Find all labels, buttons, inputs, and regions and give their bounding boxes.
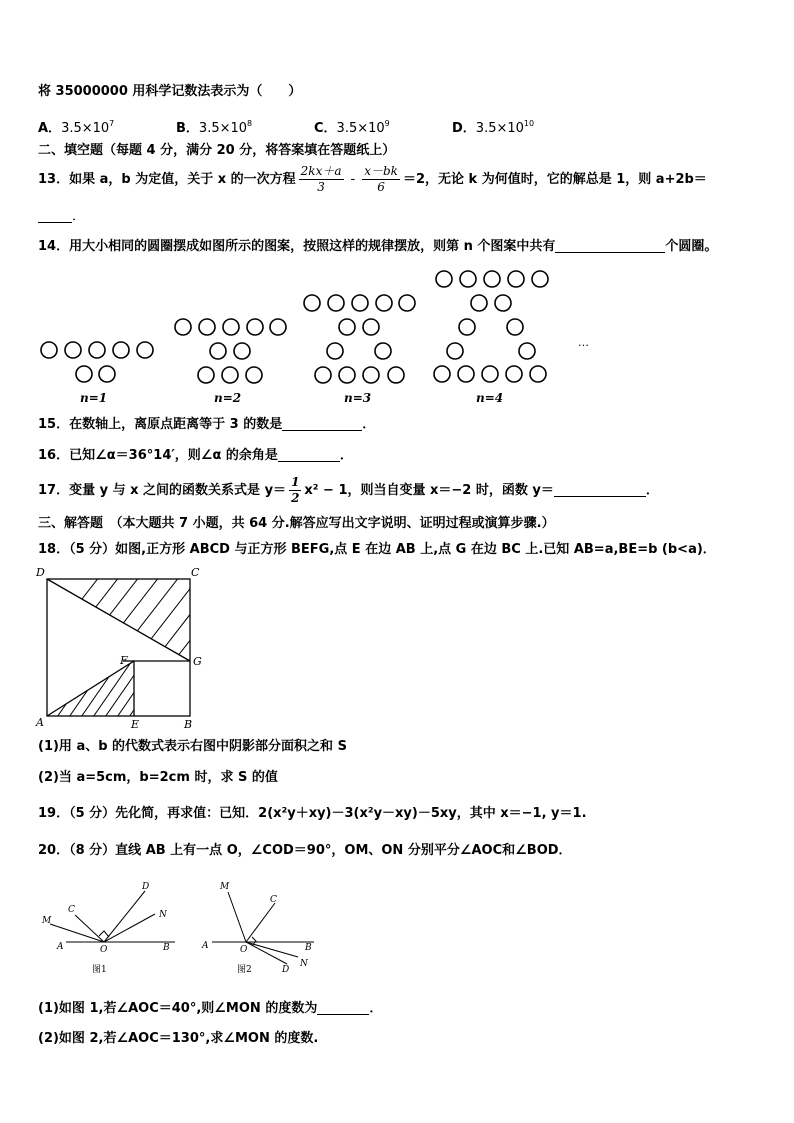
- fig1-label-O: O: [100, 945, 108, 955]
- circle: [376, 295, 392, 311]
- circle: [339, 319, 355, 335]
- q18-part1: (1)用 a、b 的代数式表示右图中阴影部分面积之和 S: [38, 739, 347, 754]
- circle: [460, 271, 476, 287]
- circle: [436, 271, 452, 287]
- q20-figure-2: [196, 872, 326, 976]
- fig1-label-M: M: [42, 916, 52, 926]
- fig2-label-N: N: [300, 959, 308, 969]
- circle: [506, 366, 522, 382]
- fig1-label-D: D: [142, 882, 150, 892]
- label-C: C: [191, 566, 200, 579]
- fig2-label-B: B: [305, 943, 312, 953]
- circle: [363, 319, 379, 335]
- fig2-label-A: A: [202, 941, 209, 951]
- q20-part1: (1)如图 1,若∠AOC＝40°,则∠MON 的度数为 ．: [38, 1001, 383, 1016]
- fig2-label-O: O: [240, 945, 248, 955]
- q13-fraction-1: $\frac{2kx+a}{3}$: [300, 164, 342, 194]
- q13-answer-line: ．: [38, 208, 85, 226]
- q14-blank: [555, 238, 665, 253]
- fig2-label-M: M: [220, 882, 230, 892]
- label-A: A: [36, 716, 44, 729]
- q16-text: 16．已知∠α＝36°14′，则∠α 的余角是 ．: [38, 448, 353, 463]
- fig1-label-C: C: [68, 905, 75, 915]
- q17-text: 17．变量 y 与 x 之间的函数关系式是 y＝ $\frac{1}{2}$ x² − 1，则当自变量 x＝−2 时，函数 y＝ ．: [38, 475, 659, 505]
- circle: [519, 343, 535, 359]
- circle: [304, 295, 320, 311]
- circle: [315, 367, 331, 383]
- section-2-heading: 二、填空题（每题 4 分，满分 20 分，将答案填在答题纸上）: [38, 143, 396, 158]
- label-G: G: [193, 655, 202, 668]
- circle: [482, 366, 498, 382]
- circle: [327, 343, 343, 359]
- q17-blank: [554, 482, 646, 497]
- circle: [434, 366, 450, 382]
- q20-text: 20．（8 分）直线 AB 上有一点 O，∠COD＝90°，OM、ON 分别平分∠AOC和∠BOD．: [38, 843, 572, 858]
- circle: [99, 366, 115, 382]
- q15-blank: [282, 416, 362, 431]
- q17-fraction: $\frac{1}{2}$: [291, 475, 300, 505]
- circle: [328, 295, 344, 311]
- q13-line1: 13．如果 a，b 为定值，关于 x 的一次方程 $\frac{2kx+a}{3}$ - $\frac{x-bk}{6}$ ＝2，无论 k 为何值时，它的解总是 1，则 a+2b＝: [38, 164, 707, 194]
- label-B: B: [184, 718, 193, 731]
- circle: [137, 342, 153, 358]
- circle: [222, 367, 238, 383]
- circle: [532, 271, 548, 287]
- fig2-label-D: D: [282, 965, 290, 975]
- circle: [210, 343, 226, 359]
- circle: [270, 319, 286, 335]
- circle: [447, 343, 463, 359]
- label-E: E: [131, 718, 140, 731]
- circle: [234, 343, 250, 359]
- circle: [113, 342, 129, 358]
- pattern-label-n2: n=2: [214, 391, 242, 405]
- circle: [175, 319, 191, 335]
- circle: [352, 295, 368, 311]
- section-3-heading: 三、解答题 （本大题共 7 小题，共 64 分.解答应写出文字说明、证明过程或演算步骤.）: [38, 516, 555, 531]
- fig1-label-N: N: [159, 910, 167, 920]
- circle: [223, 319, 239, 335]
- circle: [199, 319, 215, 335]
- circle: [375, 343, 391, 359]
- circle: [363, 367, 379, 383]
- q18-text: 18．（5 分）如图,正方形 ABCD 与正方形 BEFG,点 E 在边 AB 上,点 G 在边 BC 上.已知 AB=a,BE=b (b<a)．: [38, 542, 716, 557]
- q18-part2: (2)当 a=5cm，b=2cm 时，求 S 的值: [38, 770, 278, 785]
- q14-text: 14．用大小相同的圆圈摆成如图所示的图案，按照这样的规律摆放，则第 n 个图案中共有 个圆圈。: [38, 239, 718, 254]
- q13-blank: [38, 208, 72, 223]
- circle: [89, 342, 105, 358]
- circle: [458, 366, 474, 382]
- circle: [399, 295, 415, 311]
- circle: [76, 366, 92, 382]
- circle: [507, 319, 523, 335]
- circle: [508, 271, 524, 287]
- q18-square-figure: [30, 563, 210, 735]
- pattern-label-n4: n=4: [476, 391, 504, 405]
- circle: [339, 367, 355, 383]
- q12-option-a: A．$3.5\times 10^7$: [38, 119, 115, 136]
- circle: [495, 295, 511, 311]
- q19-text: 19．（5 分）先化简，再求值：已知．2(x²y＋xy)－3(x²y－xy)－5xy，其中 x＝−1, y＝1.: [38, 806, 587, 821]
- fig2-label-C: C: [270, 895, 277, 905]
- q13-fraction-2: $\frac{x-bk}{6}$: [364, 164, 398, 194]
- circle: [530, 366, 546, 382]
- q14-circle-pattern-figure: [0, 262, 794, 412]
- q20-figure-1: [36, 872, 196, 976]
- fig1-label-A: A: [57, 942, 64, 952]
- pattern-ellipsis: …: [578, 336, 589, 349]
- q12-option-c: C．$3.5\times 10^9$: [314, 119, 390, 136]
- circle: [41, 342, 57, 358]
- q16-blank: [278, 447, 340, 462]
- circle: [484, 271, 500, 287]
- circle: [198, 367, 214, 383]
- q12-option-d: D．$3.5\times 10^{10}$: [452, 119, 535, 136]
- pattern-label-n3: n=3: [344, 391, 372, 405]
- q12-stem: 将 35000000 用科学记数法表示为（ ）: [38, 84, 302, 99]
- q15-text: 15．在数轴上，离原点距离等于 3 的数是 ．: [38, 417, 376, 432]
- pattern-label-n1: n=1: [80, 391, 108, 405]
- circle: [459, 319, 475, 335]
- q20-blank: [317, 1000, 369, 1015]
- circle: [388, 367, 404, 383]
- fig1-caption: 图1: [92, 965, 107, 975]
- label-D: D: [36, 566, 45, 579]
- q20-part2: (2)如图 2,若∠AOC＝130°,求∠MON 的度数.: [38, 1031, 319, 1046]
- fig1-label-B: B: [163, 943, 170, 953]
- q12-option-b: B．$3.5\times 10^8$: [176, 119, 253, 136]
- fig2-caption: 图2: [237, 965, 252, 975]
- circle: [246, 367, 262, 383]
- label-F: F: [120, 654, 128, 667]
- circle: [65, 342, 81, 358]
- circle: [247, 319, 263, 335]
- circle: [471, 295, 487, 311]
